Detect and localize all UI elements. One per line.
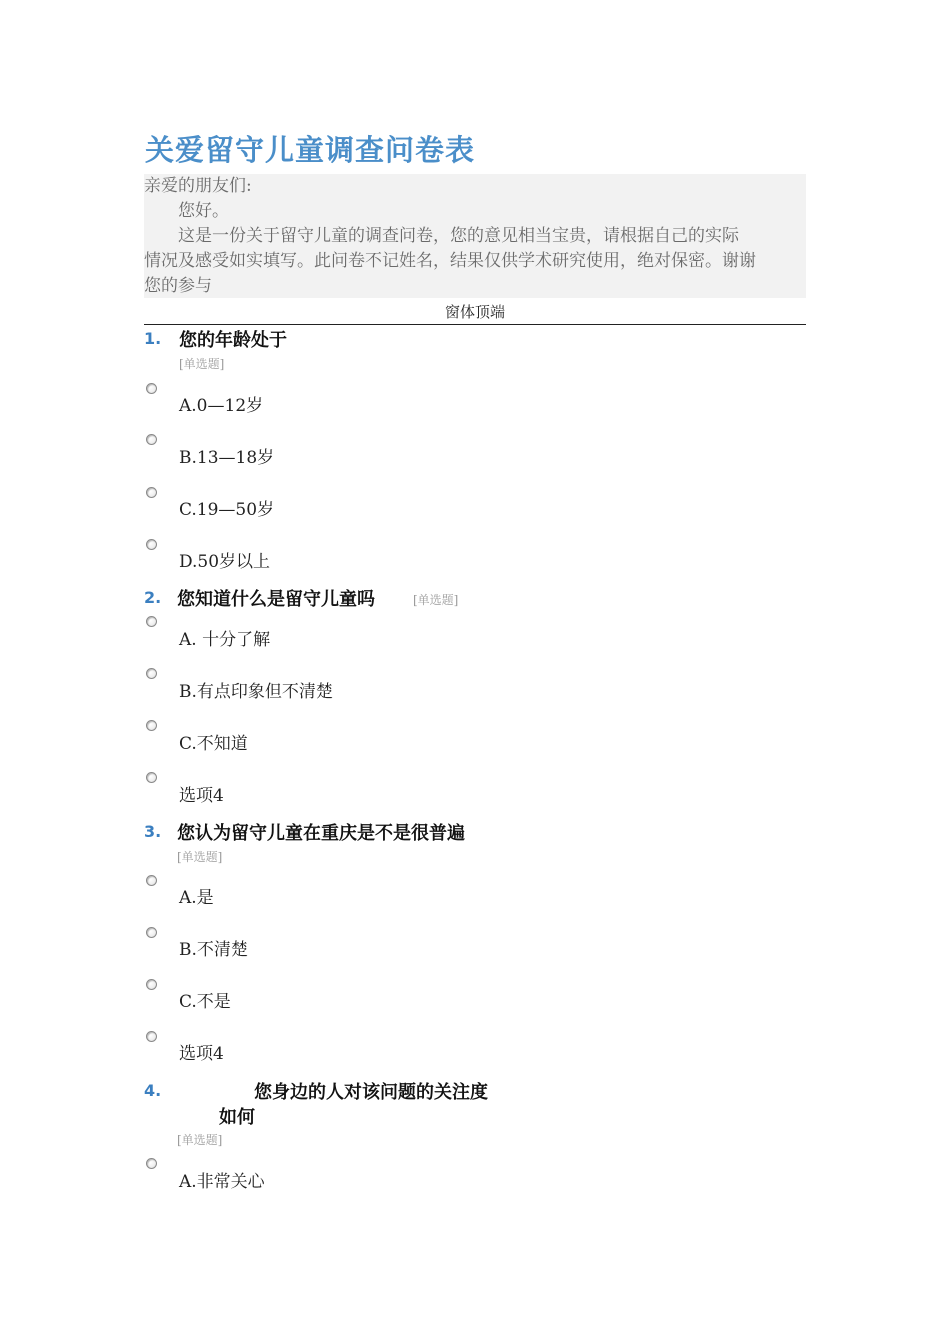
question-text: 您知道什么是留守儿童吗: [177, 589, 375, 610]
question-number: 2.: [144, 588, 162, 607]
option-label[interactable]: A.是: [179, 888, 214, 908]
question-number: 4.: [144, 1081, 162, 1100]
radio-option-q1-d[interactable]: [146, 539, 157, 550]
option-label[interactable]: 选项4: [179, 786, 224, 806]
question-text: 您认为留守儿童在重庆是不是很普遍: [177, 823, 465, 844]
option-label[interactable]: D.50岁以上: [179, 552, 271, 572]
radio-option-q1-c[interactable]: [146, 487, 157, 498]
radio-option-q1-b[interactable]: [146, 434, 157, 445]
option-label[interactable]: B.有点印象但不清楚: [179, 682, 333, 702]
option-label[interactable]: C.不是: [179, 992, 231, 1012]
question-number: 1.: [144, 329, 162, 348]
option-label[interactable]: A.0—12岁: [179, 396, 264, 416]
intro-greeting: 亲爱的朋友们:: [144, 176, 252, 196]
form-top-label: 窗体顶端: [444, 303, 505, 321]
question-text-line-1: 您身边的人对该问题的关注度: [254, 1082, 488, 1103]
option-label[interactable]: 选项4: [179, 1044, 224, 1064]
radio-option-q4-a[interactable]: [146, 1158, 157, 1169]
intro-line-3: 您的参与: [144, 276, 212, 296]
form-top-divider: [144, 324, 806, 325]
question-number: 3.: [144, 822, 162, 841]
radio-option-q2-a[interactable]: [146, 616, 157, 627]
option-label[interactable]: A.非常关心: [179, 1172, 265, 1192]
option-label[interactable]: C.不知道: [179, 734, 248, 754]
radio-option-q1-a[interactable]: [146, 383, 157, 394]
option-label[interactable]: A. 十分了解: [179, 630, 271, 650]
question-type-label: [单选题]: [177, 850, 223, 864]
radio-option-q3-b[interactable]: [146, 927, 157, 938]
radio-option-q2-c[interactable]: [146, 720, 157, 731]
radio-option-q2-b[interactable]: [146, 668, 157, 679]
question-type-label: [单选题]: [179, 357, 225, 371]
intro-line-1: 这是一份关于留守儿童的调查问卷，您的意见相当宝贵，请根据自己的实际: [178, 226, 739, 246]
radio-option-q2-d[interactable]: [146, 772, 157, 783]
question-text-line-2: 如何: [219, 1107, 255, 1128]
radio-option-q3-d[interactable]: [146, 1031, 157, 1042]
question-text: 您的年龄处于: [179, 330, 287, 351]
intro-box: [144, 174, 806, 298]
intro-hello: 您好。: [178, 201, 229, 221]
radio-option-q3-c[interactable]: [146, 979, 157, 990]
option-label[interactable]: B.不清楚: [179, 940, 248, 960]
question-type-label: [单选题]: [177, 1133, 223, 1147]
intro-line-2: 情况及感受如实填写。此问卷不记姓名，结果仅供学术研究使用，绝对保密。谢谢: [144, 251, 756, 271]
page-title: 关爱留守儿童调查问卷表: [145, 133, 476, 167]
question-type-label: [单选题]: [413, 593, 459, 607]
radio-option-q3-a[interactable]: [146, 875, 157, 886]
option-label[interactable]: B.13—18岁: [179, 448, 275, 468]
option-label[interactable]: C.19—50岁: [179, 500, 275, 520]
